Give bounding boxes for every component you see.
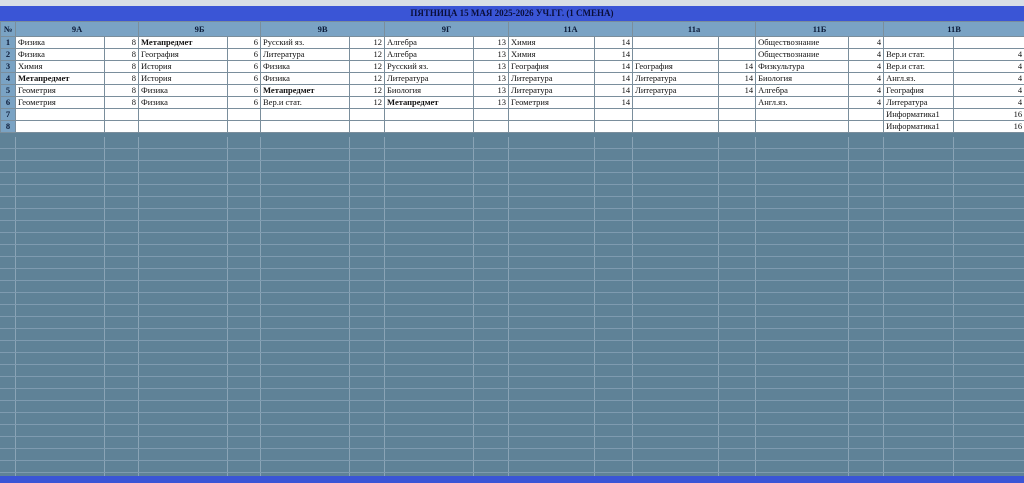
room-cell[interactable] (474, 109, 509, 121)
room-cell[interactable] (719, 49, 756, 61)
subject-cell[interactable]: Русский яз. (385, 61, 474, 73)
schedule-table (0, 21, 1024, 133)
empty-sheet-grid (0, 137, 1024, 476)
room-cell[interactable] (719, 121, 756, 133)
room-cell[interactable] (350, 109, 385, 121)
class-header: 11а (633, 22, 756, 37)
subject-cell[interactable] (756, 121, 849, 133)
subject-cell[interactable]: Химия (509, 37, 595, 49)
room-cell[interactable]: 13 (474, 37, 509, 49)
subject-cell[interactable]: Информатика1 (884, 109, 954, 121)
class-header: 11В (884, 22, 1024, 37)
subject-cell[interactable]: Биология (756, 73, 849, 85)
subject-cell[interactable]: Вер.и стат. (884, 49, 954, 61)
room-cell[interactable]: 14 (595, 85, 633, 97)
subject-cell[interactable]: География (884, 85, 954, 97)
subject-cell[interactable] (756, 109, 849, 121)
room-cell[interactable] (474, 121, 509, 133)
class-header-row (1, 22, 1024, 37)
room-cell[interactable]: 8 (105, 37, 139, 49)
lesson-row (1, 49, 1024, 61)
lesson-number: 6 (1, 97, 16, 109)
room-cell[interactable]: 13 (474, 85, 509, 97)
room-cell[interactable]: 6 (228, 73, 261, 85)
room-cell[interactable] (595, 121, 633, 133)
subject-cell[interactable]: Геометрия (509, 97, 595, 109)
class-header: 11Б (756, 22, 884, 37)
subject-cell[interactable]: Литература (633, 73, 719, 85)
subject-cell[interactable]: Метапредмет (139, 37, 228, 49)
subject-cell[interactable]: История (139, 61, 228, 73)
subject-cell[interactable]: Метапредмет (385, 97, 474, 109)
room-cell[interactable] (105, 121, 139, 133)
room-cell[interactable]: 8 (105, 73, 139, 85)
subject-cell[interactable] (633, 49, 719, 61)
subject-cell[interactable]: Литература (261, 49, 350, 61)
lesson-number: 1 (1, 37, 16, 49)
subject-cell[interactable]: История (139, 73, 228, 85)
room-cell[interactable]: 6 (228, 61, 261, 73)
room-cell[interactable]: 14 (595, 37, 633, 49)
subject-cell[interactable]: Метапредмет (261, 85, 350, 97)
room-cell[interactable]: 14 (595, 73, 633, 85)
room-cell[interactable] (719, 97, 756, 109)
room-cell[interactable] (719, 109, 756, 121)
schedule-title: ПЯТНИЦА 15 МАЯ 2025-2026 УЧ.ГГ. (1 СМЕНА) (0, 6, 1024, 21)
room-cell[interactable]: 6 (228, 49, 261, 61)
class-header: 11А (509, 22, 633, 37)
room-cell[interactable]: 12 (350, 97, 385, 109)
subject-cell[interactable]: Алгебра (385, 37, 474, 49)
subject-cell[interactable]: Обществознание (756, 37, 849, 49)
subject-cell[interactable] (509, 121, 595, 133)
room-cell[interactable]: 13 (474, 49, 509, 61)
lesson-row (1, 121, 1024, 133)
room-cell[interactable] (849, 109, 884, 121)
lesson-row (1, 97, 1024, 109)
subject-cell[interactable]: Физика (16, 37, 105, 49)
room-cell[interactable]: 6 (228, 85, 261, 97)
room-cell[interactable]: 4 (849, 97, 884, 109)
room-cell[interactable]: 12 (350, 85, 385, 97)
subject-cell[interactable]: Химия (16, 61, 105, 73)
subject-cell[interactable]: Геометрия (16, 85, 105, 97)
subject-cell[interactable] (633, 109, 719, 121)
class-header: 9А (16, 22, 139, 37)
room-cell[interactable]: 14 (595, 97, 633, 109)
lesson-row (1, 85, 1024, 97)
room-cell[interactable]: 4 (849, 49, 884, 61)
lesson-row (1, 61, 1024, 73)
room-cell[interactable] (719, 37, 756, 49)
subject-cell[interactable] (385, 121, 474, 133)
subject-cell[interactable] (16, 121, 105, 133)
subject-cell[interactable]: Литература (633, 85, 719, 97)
room-cell[interactable]: 6 (228, 37, 261, 49)
subject-cell[interactable]: Литература (509, 73, 595, 85)
lesson-row (1, 37, 1024, 49)
subject-cell[interactable]: Литература (884, 97, 954, 109)
lesson-number: 8 (1, 121, 16, 133)
room-cell[interactable]: 12 (350, 73, 385, 85)
subject-cell[interactable]: Физика (261, 73, 350, 85)
subject-cell[interactable]: Информатика1 (884, 121, 954, 133)
subject-cell[interactable]: Физика (16, 49, 105, 61)
lesson-number: 3 (1, 61, 16, 73)
subject-cell[interactable]: Литература (509, 85, 595, 97)
room-cell[interactable]: 6 (228, 97, 261, 109)
subject-cell[interactable] (261, 109, 350, 121)
room-cell[interactable]: 4 (954, 85, 1024, 97)
subject-cell[interactable] (139, 121, 228, 133)
subject-cell[interactable]: Вер.и стат. (261, 97, 350, 109)
subject-cell[interactable] (884, 37, 954, 49)
room-cell[interactable]: 13 (474, 73, 509, 85)
room-cell[interactable]: 12 (350, 49, 385, 61)
lesson-number: 5 (1, 85, 16, 97)
room-cell[interactable]: 13 (474, 61, 509, 73)
room-cell[interactable] (350, 121, 385, 133)
room-cell[interactable] (954, 37, 1024, 49)
subject-cell[interactable]: Метапредмет (16, 73, 105, 85)
room-cell[interactable]: 8 (105, 49, 139, 61)
room-cell[interactable]: 8 (105, 85, 139, 97)
subject-cell[interactable] (139, 109, 228, 121)
room-cell[interactable] (228, 121, 261, 133)
room-cell[interactable]: 16 (954, 121, 1024, 133)
room-cell[interactable]: 13 (474, 97, 509, 109)
subject-cell[interactable]: Вер.и стат. (884, 61, 954, 73)
room-cell[interactable]: 4 (849, 37, 884, 49)
subject-cell[interactable]: Геометрия (16, 97, 105, 109)
room-cell[interactable]: 4 (849, 61, 884, 73)
room-cell[interactable]: 14 (719, 61, 756, 73)
subject-cell[interactable] (385, 109, 474, 121)
room-cell[interactable]: 12 (350, 61, 385, 73)
subject-cell[interactable]: Алгебра (756, 85, 849, 97)
room-cell[interactable]: 14 (595, 61, 633, 73)
room-cell[interactable]: 16 (954, 109, 1024, 121)
subject-cell[interactable] (509, 109, 595, 121)
subject-cell[interactable] (261, 121, 350, 133)
subject-cell[interactable]: Физкультура (756, 61, 849, 73)
subject-cell[interactable]: География (139, 49, 228, 61)
room-cell[interactable]: 8 (105, 61, 139, 73)
room-cell[interactable]: 4 (954, 61, 1024, 73)
subject-cell[interactable]: Русский яз. (261, 37, 350, 49)
subject-cell[interactable]: Биология (385, 85, 474, 97)
room-cell[interactable]: 14 (719, 73, 756, 85)
subject-cell[interactable]: Химия (509, 49, 595, 61)
subject-cell[interactable]: Физика (139, 97, 228, 109)
number-header: № (1, 22, 16, 37)
lesson-row (1, 73, 1024, 85)
subject-cell[interactable]: Обществознание (756, 49, 849, 61)
subject-cell[interactable]: Алгебра (385, 49, 474, 61)
bottom-bar (0, 476, 1024, 483)
room-cell[interactable]: 4 (954, 97, 1024, 109)
subject-cell[interactable] (633, 97, 719, 109)
room-cell[interactable]: 8 (105, 97, 139, 109)
subject-cell[interactable]: География (633, 61, 719, 73)
room-cell[interactable]: 4 (954, 49, 1024, 61)
subject-cell[interactable]: Англ.яз. (884, 73, 954, 85)
class-header: 9Б (139, 22, 261, 37)
room-cell[interactable]: 4 (849, 85, 884, 97)
subject-cell[interactable] (16, 109, 105, 121)
class-header: 9В (261, 22, 385, 37)
room-cell[interactable] (849, 121, 884, 133)
room-cell[interactable]: 14 (719, 85, 756, 97)
room-cell[interactable]: 12 (350, 37, 385, 49)
room-cell[interactable]: 14 (595, 49, 633, 61)
lesson-number: 2 (1, 49, 16, 61)
subject-cell[interactable]: Литература (385, 73, 474, 85)
class-header: 9Г (385, 22, 509, 37)
subject-cell[interactable] (633, 37, 719, 49)
lesson-number: 7 (1, 109, 16, 121)
subject-cell[interactable]: Физика (139, 85, 228, 97)
room-cell[interactable] (105, 109, 139, 121)
lesson-number: 4 (1, 73, 16, 85)
subject-cell[interactable]: Физика (261, 61, 350, 73)
room-cell[interactable] (228, 109, 261, 121)
subject-cell[interactable]: Англ.яз. (756, 97, 849, 109)
room-cell[interactable] (595, 109, 633, 121)
lesson-row (1, 109, 1024, 121)
subject-cell[interactable]: География (509, 61, 595, 73)
room-cell[interactable]: 4 (849, 73, 884, 85)
room-cell[interactable]: 4 (954, 73, 1024, 85)
subject-cell[interactable] (633, 121, 719, 133)
